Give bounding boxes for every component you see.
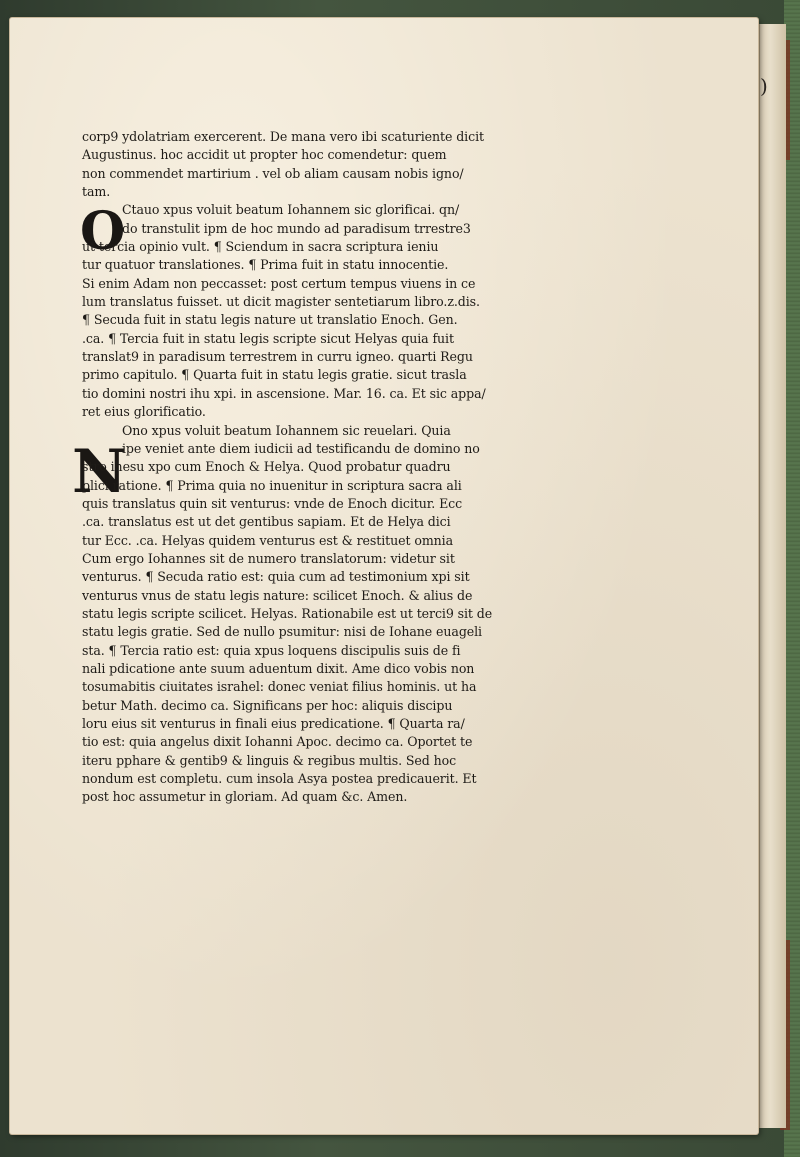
text-line: tur Ecc. .ca. Helyas quidem venturus est & restituet omnia — [82, 532, 454, 548]
text-line: venturus. ¶ Secuda ratio est: quia cum ad testimonium xpi sit — [82, 569, 470, 585]
text-line: tur quatuor translationes. ¶ Prima fuit in statu innocentie. — [82, 257, 449, 273]
text-line: .ca. ¶ Tercia fuit in statu legis scripte sicut Helyas quia fuit — [82, 330, 454, 346]
folio-mark: ) — [760, 74, 768, 98]
text-line: tio est: quia angelus dixit Iohanni Apoc. decimo ca. Oportet te — [82, 734, 473, 750]
text-line: Si enim Adam non peccasset: post certum tempus viuens in ce — [82, 275, 476, 291]
text-line: ut tercia opinio vult. ¶ Sciendum in sacra scriptura ieniu — [82, 239, 439, 255]
text-line: quis translatus quin sit venturus: vnde de Enoch dicitur. Ecc — [82, 495, 463, 511]
text-line: ipe veniet ante diem iudicii ad testificandu de domino no — [122, 440, 480, 456]
text-line: betur Math. decimo ca. Significans per hoc: aliquis discipu — [82, 697, 453, 713]
text-line: nali pdicatione ante suum aduentum dixit. Ame dico vobis non — [82, 660, 475, 676]
text-line: sta. ¶ Tercia ratio est: quia xpus loquens discipulis suis de fi — [82, 642, 461, 658]
text-line: venturus vnus de statu legis nature: scilicet Enoch. & alius de — [82, 587, 473, 603]
text-line: plici ratione. ¶ Prima quia no inuenitur in scriptura sacra ali — [82, 477, 462, 493]
text-line: ret eius glorificatio. — [82, 404, 206, 420]
text-line: statu legis gratie. Sed de nullo psumitur: nisi de Iohane euageli — [82, 624, 482, 640]
text-line: non commendet martirium . vel ob aliam causam nobis igno/ — [82, 165, 464, 181]
text-line: translat9 in paradisum terrestrem in curru igneo. quarti Regu — [82, 349, 473, 365]
text-line: tosumabitis ciuitates israhel: donec veniat filius hominis. ut ha — [82, 679, 477, 695]
text-line: ¶ Secuda fuit in statu legis nature ut translatio Enoch. Gen. — [82, 312, 458, 328]
text-line: post hoc assumetur in gloriam. Ad quam &c. Amen. — [82, 789, 408, 805]
board-edge — [759, 24, 786, 1128]
text-line: do transtulit ipm de hoc mundo ad paradisum trrestre3 — [122, 220, 471, 236]
text-line: loru eius sit venturus in finali eius predicatione. ¶ Quarta ra/ — [82, 716, 465, 731]
text-line: iteru pphare & gentib9 & linguis & regibus multis. Sed hoc — [82, 752, 457, 768]
text-line: Ctauo xpus voluit beatum Iohannem sic glorificai. qn/ — [122, 202, 460, 218]
text-line: nondum est completu. cum insola Asya postea predicauerit. Et — [82, 771, 477, 787]
initial-letter-n: N — [72, 437, 127, 507]
text-line: tam. — [82, 184, 111, 200]
text-line: corp9 ydolatriam exercerent. De mana vero ibi scaturiente dicit — [82, 129, 484, 144]
text-line: lum translatus fuisset. ut dicit magister sentetiarum libro.z.dis. — [82, 294, 480, 310]
text-line: Ono xpus voluit beatum Iohannem sic reuelari. Quia — [122, 422, 451, 438]
text-line: Cum ergo Iohannes sit de numero translatorum: videtur sit — [82, 550, 455, 566]
text-line: statu legis scripte scilicet. Helyas. Rationabile est ut terci9 sit de — [82, 605, 493, 621]
text-line: primo capitulo. ¶ Quarta fuit in statu legis gratie. sicut trasla — [82, 367, 467, 383]
initial-letter-o: O — [80, 201, 126, 262]
text-line: Augustinus. hoc accidit ut propter hoc comendetur: quem — [82, 147, 447, 163]
body-text — [82, 128, 552, 807]
text-line: .ca. translatus est ut det gentibus sapiam. Et de Helya dici — [82, 514, 451, 530]
text-line: tio domini nostri ihu xpi. in ascensione. Mar. 16. ca. Et sic appa/ — [82, 385, 486, 401]
text-line: stro ihesu xpo cum Enoch & Helya. Quod probatur quadru — [82, 459, 451, 475]
